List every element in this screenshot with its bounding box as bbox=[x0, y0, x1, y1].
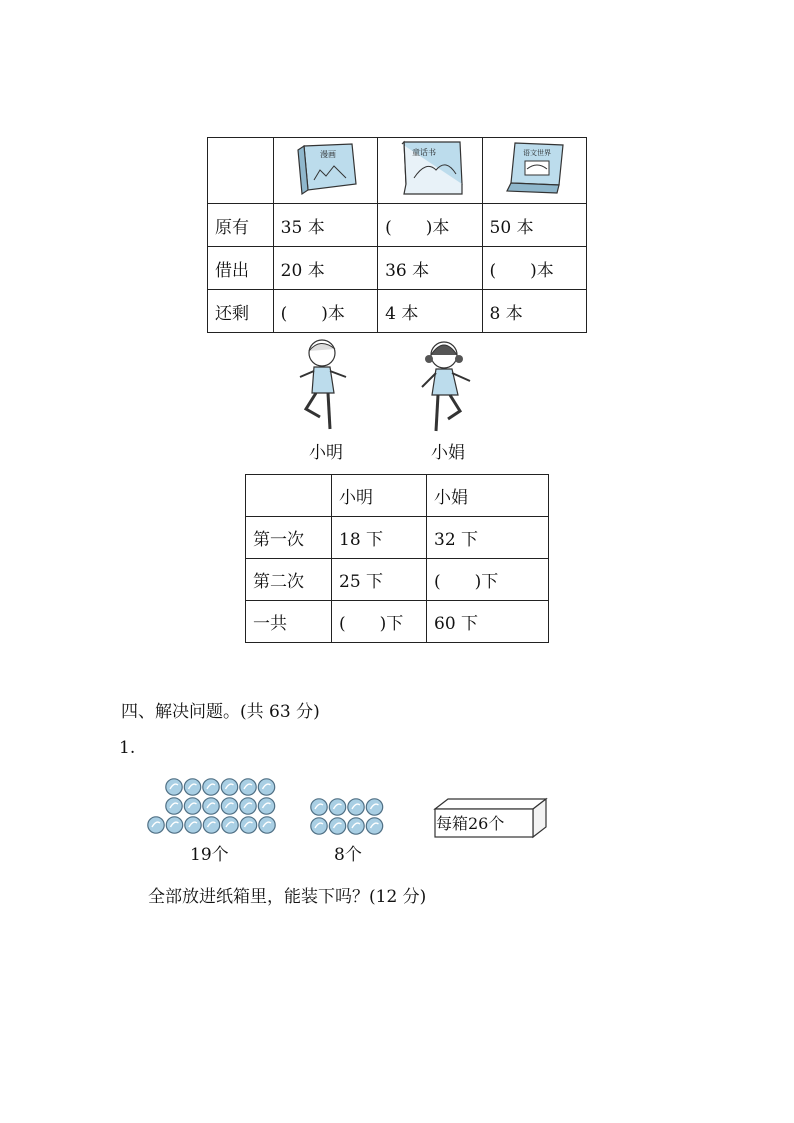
marble-icon bbox=[221, 779, 237, 795]
box-label: 每箱26个 bbox=[436, 814, 505, 833]
marble-icon bbox=[366, 818, 382, 834]
marble-icon bbox=[366, 799, 382, 815]
comic-book-icon bbox=[290, 140, 360, 196]
marble-icon bbox=[329, 799, 345, 815]
marble-icon bbox=[166, 779, 182, 795]
boy-icon bbox=[300, 340, 346, 429]
chinese-world-book-title: 语文世界 bbox=[523, 149, 552, 157]
question-text: 全部放进纸箱里，能装下吗？(12 分) bbox=[148, 887, 427, 907]
marble-icon bbox=[203, 817, 219, 833]
table-row bbox=[208, 290, 587, 333]
marble-icon bbox=[329, 818, 345, 834]
table-cell: ( )本 bbox=[378, 204, 482, 247]
table-cell: 8 本 bbox=[482, 290, 586, 333]
table-row bbox=[208, 247, 587, 290]
marble-icon bbox=[348, 818, 364, 834]
marble-icon bbox=[348, 799, 364, 815]
kids-jumping-illustration bbox=[290, 333, 510, 437]
marble-icon bbox=[166, 798, 182, 814]
column-header: 小娟 bbox=[427, 475, 549, 517]
table-cell: ( )下 bbox=[332, 601, 427, 643]
girl-icon bbox=[422, 342, 470, 431]
table-cell: ( )下 bbox=[427, 559, 549, 601]
marble-icon bbox=[222, 817, 238, 833]
marble-icon bbox=[221, 798, 237, 814]
row-label: 还剩 bbox=[208, 290, 274, 333]
books-header-row bbox=[208, 138, 587, 204]
table-cell: 25 下 bbox=[332, 559, 427, 601]
book-cover-cell bbox=[482, 138, 586, 204]
marble-icon bbox=[184, 779, 200, 795]
comic-book-title: 漫画 bbox=[320, 150, 337, 159]
marble-icon bbox=[203, 798, 219, 814]
fairy-tale-book-title: 童话书 bbox=[411, 148, 436, 157]
marble-icon bbox=[259, 817, 275, 833]
marble-icon bbox=[185, 817, 201, 833]
marble-icon bbox=[148, 817, 164, 833]
table-cell: 4 本 bbox=[378, 290, 482, 333]
table-cell: 50 本 bbox=[482, 204, 586, 247]
question-number: 1. bbox=[119, 738, 136, 758]
table-cell: ( )本 bbox=[482, 247, 586, 290]
table-cell: ( )本 bbox=[273, 290, 377, 333]
chinese-world-book-icon bbox=[499, 139, 569, 197]
table-row bbox=[208, 204, 587, 247]
group1-count-label: 19个 bbox=[190, 845, 229, 865]
book-cover-cell bbox=[273, 138, 377, 204]
boy-name-label: 小明 bbox=[309, 443, 343, 463]
marble-icon bbox=[258, 798, 274, 814]
table-cell: 35 本 bbox=[273, 204, 377, 247]
ball-group-8 bbox=[308, 796, 388, 838]
section-heading: 四、解决问题。(共 63 分) bbox=[121, 702, 320, 722]
table-cell: 18 下 bbox=[332, 517, 427, 559]
empty-header-cell bbox=[246, 475, 332, 517]
marble-icon bbox=[240, 779, 256, 795]
table-header-row bbox=[246, 475, 549, 517]
row-label: 借出 bbox=[208, 247, 274, 290]
books-table bbox=[207, 137, 587, 333]
table-cell: 36 本 bbox=[378, 247, 482, 290]
table-row bbox=[246, 601, 549, 643]
row-label: 第二次 bbox=[246, 559, 332, 601]
book-cover-cell bbox=[378, 138, 482, 204]
marble-icon bbox=[258, 779, 274, 795]
empty-header-cell bbox=[208, 138, 274, 204]
marble-icon bbox=[184, 798, 200, 814]
jump-rope-table bbox=[245, 474, 549, 643]
ball-group-19 bbox=[146, 776, 278, 838]
marble-icon bbox=[166, 817, 182, 833]
marble-icon bbox=[311, 799, 327, 815]
marble-icon bbox=[311, 818, 327, 834]
marble-icon bbox=[240, 817, 256, 833]
row-label: 原有 bbox=[208, 204, 274, 247]
table-cell: 60 下 bbox=[427, 601, 549, 643]
group2-count-label: 8个 bbox=[334, 845, 362, 865]
table-cell: 20 本 bbox=[273, 247, 377, 290]
column-header: 小明 bbox=[332, 475, 427, 517]
table-row bbox=[246, 517, 549, 559]
row-label: 第一次 bbox=[246, 517, 332, 559]
row-label: 一共 bbox=[246, 601, 332, 643]
table-cell: 32 下 bbox=[427, 517, 549, 559]
fairy-tale-book-icon bbox=[392, 138, 468, 198]
girl-name-label: 小娟 bbox=[431, 443, 465, 463]
marble-icon bbox=[203, 779, 219, 795]
marble-icon bbox=[240, 798, 256, 814]
table-row bbox=[246, 559, 549, 601]
